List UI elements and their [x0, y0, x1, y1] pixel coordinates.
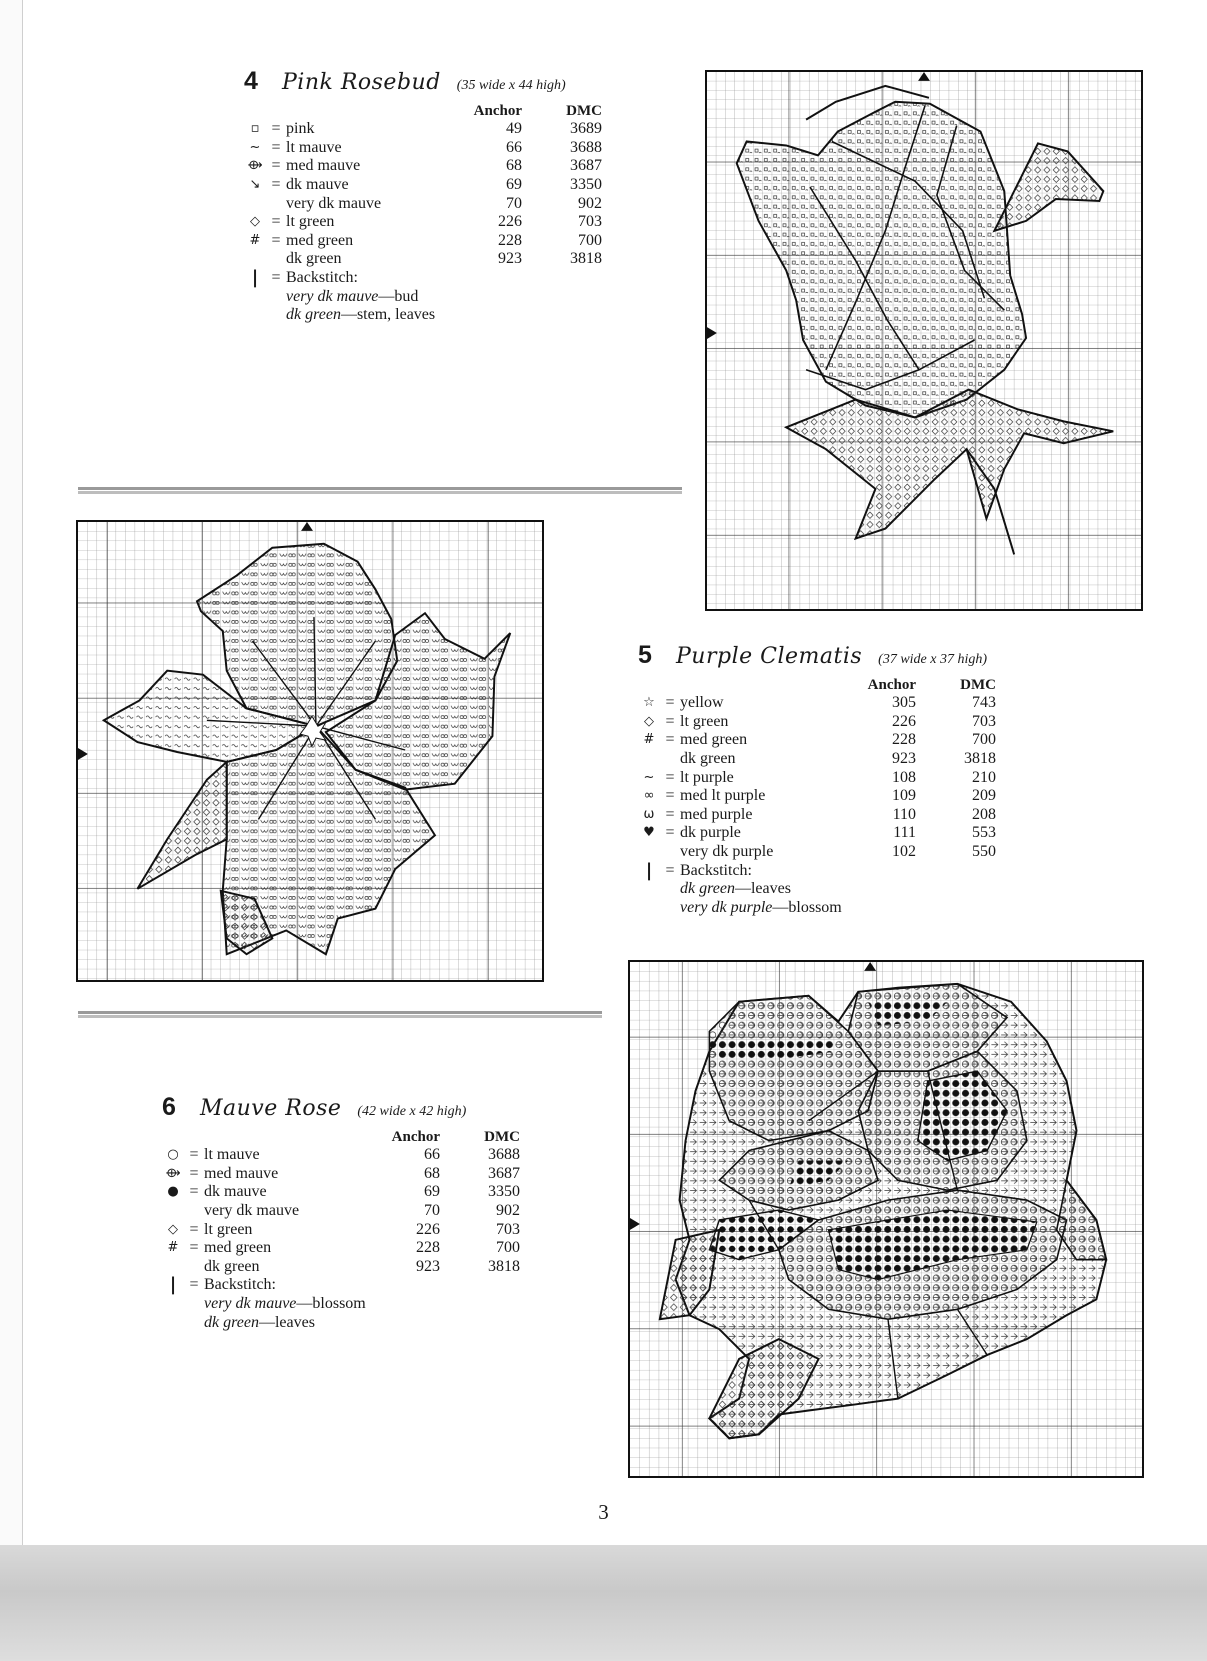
- dmc-number: 209: [972, 787, 996, 805]
- pattern-heading: [244, 67, 602, 96]
- thread-row: [162, 1183, 520, 1202]
- dmc-header: DMC: [566, 102, 602, 119]
- dmc-number: 3688: [570, 138, 602, 156]
- backstitch-color: dk green: [680, 880, 735, 898]
- thread-symbol: ☆: [643, 695, 655, 711]
- thread-name: pink: [286, 120, 315, 138]
- thread-row: [638, 806, 996, 825]
- thread-row: [244, 195, 602, 214]
- backstitch-symbol: |: [169, 1274, 177, 1296]
- anchor-number: 226: [498, 213, 522, 231]
- anchor-number: 228: [498, 231, 522, 249]
- thread-name: med green: [286, 231, 354, 249]
- dmc-number: 208: [972, 805, 996, 823]
- pattern-title: Pink Rosebud: [282, 70, 441, 95]
- legend-mauve-rose: [162, 1093, 520, 1332]
- legend-column-headers: [244, 102, 602, 121]
- thread-symbol: ◇: [644, 713, 654, 729]
- dmc-number: 3687: [488, 1164, 520, 1182]
- backstitch-note: [638, 880, 996, 899]
- anchor-number: 108: [892, 768, 916, 786]
- anchor-number: 68: [506, 157, 522, 175]
- thread-symbol: ▫: [250, 121, 260, 137]
- thread-row: [638, 694, 996, 713]
- thread-symbol: ~: [643, 769, 655, 785]
- dmc-number: 700: [578, 231, 602, 249]
- thread-equals: [266, 250, 286, 269]
- backstitch-row: [244, 266, 602, 288]
- pattern-number: 6: [162, 1093, 176, 1121]
- anchor-number: 69: [506, 175, 522, 193]
- anchor-number: 228: [416, 1239, 440, 1257]
- anchor-number: 49: [506, 120, 522, 138]
- chart-purple-clematis: [628, 960, 1144, 1478]
- thread-equals: =: [665, 768, 675, 786]
- thread-equals: =: [271, 138, 281, 156]
- thread-name: med green: [204, 1239, 272, 1257]
- thread-name: dk mauve: [204, 1183, 267, 1201]
- dmc-number: 3818: [964, 749, 996, 767]
- backstitch-color: dk green: [204, 1313, 259, 1331]
- backstitch-color: very dk mauve: [286, 287, 379, 305]
- thread-row: [638, 787, 996, 806]
- backstitch-part: —leaves: [258, 1313, 315, 1331]
- thread-equals: [184, 1258, 204, 1277]
- backstitch-note: [638, 899, 996, 918]
- thread-name: very dk mauve: [286, 194, 382, 212]
- thread-equals: =: [271, 157, 281, 175]
- backstitch-equals: =: [665, 861, 675, 879]
- thread-symbol: ω: [643, 806, 655, 822]
- thread-row: [638, 824, 996, 843]
- thread-symbol: ◇: [168, 1221, 178, 1237]
- thread-symbol: #: [167, 1240, 179, 1256]
- thread-equals: =: [189, 1239, 199, 1257]
- thread-equals: =: [189, 1183, 199, 1201]
- dmc-number: 743: [972, 694, 996, 712]
- thread-symbol: [162, 1202, 184, 1221]
- thread-equals: =: [271, 213, 281, 231]
- dmc-number: 210: [972, 768, 996, 786]
- dmc-number: 3818: [570, 250, 602, 268]
- thread-row: [244, 213, 602, 232]
- pattern-heading: [162, 1093, 520, 1122]
- thread-row: [162, 1165, 520, 1184]
- dmc-number: 700: [972, 731, 996, 749]
- thread-equals: =: [665, 712, 675, 730]
- backstitch-part: —bud: [378, 287, 419, 305]
- thread-equals: =: [271, 120, 281, 138]
- thread-row: [638, 713, 996, 732]
- thread-row: [162, 1146, 520, 1165]
- dmc-number: 703: [496, 1220, 520, 1238]
- anchor-number: 102: [892, 842, 916, 860]
- dmc-header: DMC: [960, 676, 996, 693]
- anchor-number: 226: [416, 1220, 440, 1238]
- thread-symbol: ∞: [643, 788, 655, 804]
- backstitch-part: —stem, leaves: [340, 306, 436, 324]
- backstitch-row: [162, 1276, 520, 1295]
- thread-row: [638, 769, 996, 788]
- scan-bottom-edge: [0, 1545, 1207, 1661]
- thread-name: dk mauve: [286, 175, 349, 193]
- anchor-number: 305: [892, 694, 916, 712]
- thread-equals: [184, 1202, 204, 1221]
- thread-equals: =: [271, 175, 281, 193]
- thread-symbol: #: [249, 232, 261, 248]
- backstitch-note: [162, 1314, 520, 1333]
- thread-row: [162, 1239, 520, 1258]
- thread-name: dk green: [286, 250, 342, 268]
- anchor-number: 111: [893, 824, 916, 842]
- thread-symbol: ~: [249, 139, 261, 155]
- backstitch-color: very dk mauve: [204, 1294, 297, 1312]
- anchor-number: 110: [892, 805, 916, 823]
- pattern-size: (42 wide x 42 high): [357, 1104, 467, 1119]
- thread-symbol: ♥: [643, 825, 655, 841]
- thread-symbol: ⟴: [165, 1165, 181, 1181]
- anchor-number: 70: [506, 194, 522, 212]
- anchor-number: 109: [892, 787, 916, 805]
- chart-pink-rosebud: [705, 70, 1143, 611]
- dmc-number: 703: [972, 712, 996, 730]
- dmc-number: 902: [496, 1201, 520, 1219]
- divider-rule-lower: [78, 1011, 602, 1018]
- dmc-header: DMC: [484, 1128, 520, 1145]
- page-number: 3: [598, 1500, 609, 1524]
- pattern-size: (37 wide x 37 high): [878, 652, 988, 667]
- thread-name: med mauve: [286, 157, 361, 175]
- thread-row: [162, 1221, 520, 1240]
- dmc-number: 3688: [488, 1146, 520, 1164]
- anchor-number: 66: [506, 138, 522, 156]
- dmc-number: 3350: [570, 175, 602, 193]
- thread-equals: =: [665, 787, 675, 805]
- thread-equals: [660, 750, 680, 769]
- thread-name: lt green: [286, 213, 335, 231]
- backstitch-part: —blossom: [296, 1294, 366, 1312]
- thread-equals: =: [189, 1146, 199, 1164]
- dmc-number: 553: [972, 824, 996, 842]
- legend-purple-clematis: [638, 641, 996, 917]
- dmc-number: 700: [496, 1239, 520, 1257]
- thread-equals: =: [189, 1220, 199, 1238]
- thread-name: lt mauve: [204, 1146, 260, 1164]
- dmc-number: 550: [972, 842, 996, 860]
- thread-equals: [266, 195, 286, 214]
- thread-row: [244, 157, 602, 176]
- dmc-number: 3689: [570, 120, 602, 138]
- backstitch-note: [244, 306, 602, 325]
- thread-row: [244, 232, 602, 251]
- backstitch-equals: =: [271, 268, 281, 286]
- thread-name: very dk purple: [680, 842, 774, 860]
- anchor-header: Anchor: [391, 1128, 440, 1145]
- thread-name: lt green: [204, 1220, 253, 1238]
- dmc-number: 703: [578, 213, 602, 231]
- thread-name: very dk mauve: [204, 1201, 300, 1219]
- thread-symbol: ⟴: [247, 158, 263, 174]
- backstitch-color: dk green: [286, 306, 341, 324]
- thread-name: yellow: [680, 694, 724, 712]
- thread-rows: [638, 694, 996, 861]
- thread-name: med mauve: [204, 1164, 279, 1182]
- anchor-number: 68: [424, 1164, 440, 1182]
- backstitch-label: Backstitch:: [680, 861, 752, 879]
- anchor-number: 70: [424, 1201, 440, 1219]
- backstitch-part: —leaves: [734, 880, 791, 898]
- thread-equals: =: [665, 731, 675, 749]
- legend-pink-rosebud: [244, 67, 602, 325]
- pattern-number: 5: [638, 641, 652, 669]
- thread-rows: [162, 1146, 520, 1276]
- thread-name: dk purple: [680, 824, 741, 842]
- page-binding-edge: [0, 0, 23, 1545]
- thread-row: [244, 120, 602, 139]
- thread-equals: =: [665, 694, 675, 712]
- backstitch-label: Backstitch:: [286, 268, 358, 286]
- anchor-number: 66: [424, 1146, 440, 1164]
- backstitch-note: [162, 1295, 520, 1314]
- anchor-number: 69: [424, 1183, 440, 1201]
- legend-column-headers: [162, 1128, 520, 1147]
- thread-row: [244, 139, 602, 158]
- pattern-title: Purple Clematis: [676, 644, 863, 669]
- thread-symbol: ●: [167, 1184, 179, 1200]
- thread-name: dk green: [204, 1257, 260, 1275]
- thread-symbol: ◇: [250, 214, 260, 230]
- thread-name: med lt purple: [680, 787, 766, 805]
- thread-equals: =: [665, 805, 675, 823]
- thread-symbol: #: [643, 732, 655, 748]
- thread-symbol: [638, 843, 660, 862]
- dmc-number: 3818: [488, 1257, 520, 1275]
- backstitch-note: [244, 288, 602, 307]
- anchor-number: 226: [892, 712, 916, 730]
- thread-equals: =: [189, 1164, 199, 1182]
- pattern-title: Mauve Rose: [200, 1096, 342, 1121]
- thread-name: med purple: [680, 805, 753, 823]
- backstitch-color: very dk purple: [680, 898, 773, 916]
- anchor-number: 923: [416, 1257, 440, 1275]
- thread-symbol: [244, 195, 266, 214]
- thread-symbol: ○: [167, 1147, 179, 1163]
- anchor-header: Anchor: [867, 676, 916, 693]
- divider-rule-upper: [78, 487, 682, 494]
- thread-equals: =: [665, 824, 675, 842]
- thread-name: dk green: [680, 749, 736, 767]
- thread-symbol: ↘: [249, 176, 261, 192]
- backstitch-symbol: |: [645, 859, 653, 881]
- thread-row: [638, 750, 996, 769]
- backstitch-equals: =: [189, 1276, 199, 1294]
- anchor-number: 923: [892, 749, 916, 767]
- pattern-size: (35 wide x 44 high): [456, 78, 566, 93]
- thread-row: [162, 1202, 520, 1221]
- dmc-number: 3687: [570, 157, 602, 175]
- thread-row: [162, 1258, 520, 1277]
- thread-row: [638, 731, 996, 750]
- legend-column-headers: [638, 676, 996, 695]
- thread-name: lt green: [680, 712, 729, 730]
- pattern-number: 4: [244, 67, 258, 95]
- chart-mauve-rose: [76, 520, 544, 982]
- thread-row: [638, 843, 996, 862]
- dmc-number: 3350: [488, 1183, 520, 1201]
- anchor-number: 228: [892, 731, 916, 749]
- dmc-number: 902: [578, 194, 602, 212]
- thread-name: lt purple: [680, 768, 734, 786]
- anchor-header: Anchor: [473, 102, 522, 119]
- anchor-number: 923: [498, 250, 522, 268]
- thread-row: [244, 250, 602, 269]
- thread-row: [244, 176, 602, 195]
- backstitch-label: Backstitch:: [204, 1276, 276, 1294]
- thread-rows: [244, 120, 602, 269]
- thread-name: lt mauve: [286, 138, 342, 156]
- backstitch-symbol: |: [251, 266, 259, 288]
- pattern-heading: [638, 641, 996, 670]
- thread-name: med green: [680, 731, 748, 749]
- backstitch-row: [638, 859, 996, 881]
- backstitch-part: —blossom: [772, 898, 842, 916]
- thread-equals: [660, 843, 680, 862]
- thread-symbol: [638, 750, 660, 769]
- thread-equals: =: [271, 231, 281, 249]
